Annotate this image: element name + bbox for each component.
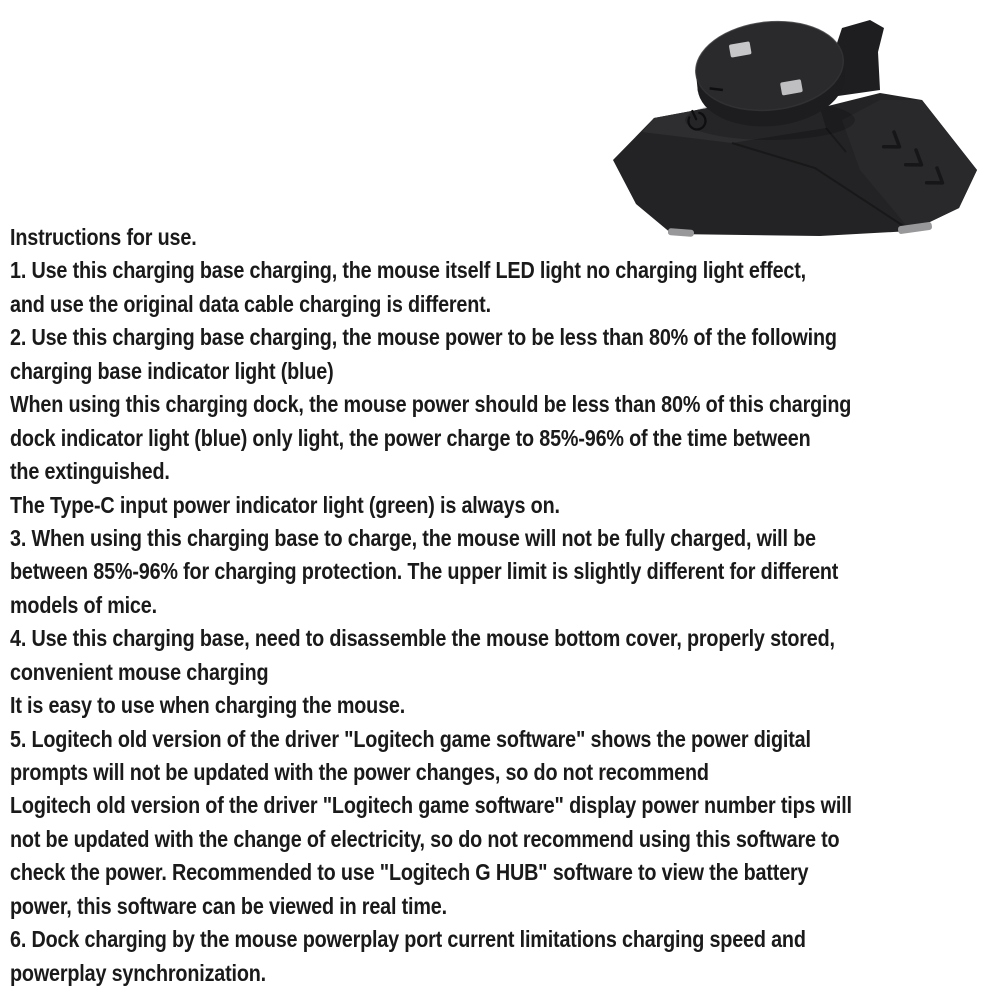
instruction-line: The Type-C input power indicator light (green) is always on.: [10, 491, 560, 518]
instruction-line: models of mice.: [10, 591, 157, 618]
instruction-line: check the power. Recommended to use "Logitech G HUB" software to view the battery: [10, 859, 809, 886]
instruction-line: charging base indicator light (blue): [10, 357, 334, 384]
instruction-line: powerplay synchronization.: [10, 959, 267, 986]
instruction-line: dock indicator light (blue) only light, the power charge to 85%-96% of the time between: [10, 424, 811, 451]
instruction-line: 4. Use this charging base, need to disassemble the mouse bottom cover, properly stored,: [10, 625, 835, 652]
instruction-line: 5. Logitech old version of the driver "Logitech game software" shows the power digital: [10, 725, 811, 752]
instruction-line: prompts will not be updated with the power changes, so do not recommend: [10, 759, 709, 785]
instruction-line: It is easy to use when charging the mouse.: [10, 692, 406, 719]
instruction-line: 6. Dock charging by the mouse powerplay port current limitations charging speed and: [10, 926, 806, 953]
instruction-line: power, this software can be viewed in real time.: [10, 892, 447, 919]
instruction-line: and use the original data cable charging is different.: [10, 290, 491, 317]
instruction-line: not be updated with the change of electricity, so do not recommend using this software to: [10, 825, 840, 852]
instructions-title: Instructions for use.: [10, 224, 197, 250]
instruction-line: When using this charging dock, the mouse power should be less than 80% of this charging: [10, 391, 852, 418]
instruction-line: 1. Use this charging base charging, the mouse itself LED light no charging light effect,: [10, 257, 806, 284]
instruction-line: convenient mouse charging: [10, 658, 269, 685]
instruction-line: between 85%-96% for charging protection. The upper limit is slightly different for different: [10, 558, 839, 585]
instruction-line: 2. Use this charging base charging, the mouse power to be less than 80% of the following: [10, 324, 837, 351]
instruction-line: Logitech old version of the driver "Logitech game software" display power number tips will: [10, 792, 852, 819]
instruction-line: the extinguished.: [10, 458, 170, 485]
instructions-block: [10, 221, 1000, 990]
instruction-line: 3. When using this charging base to charge, the mouse will not be fully charged, will be: [10, 524, 816, 551]
